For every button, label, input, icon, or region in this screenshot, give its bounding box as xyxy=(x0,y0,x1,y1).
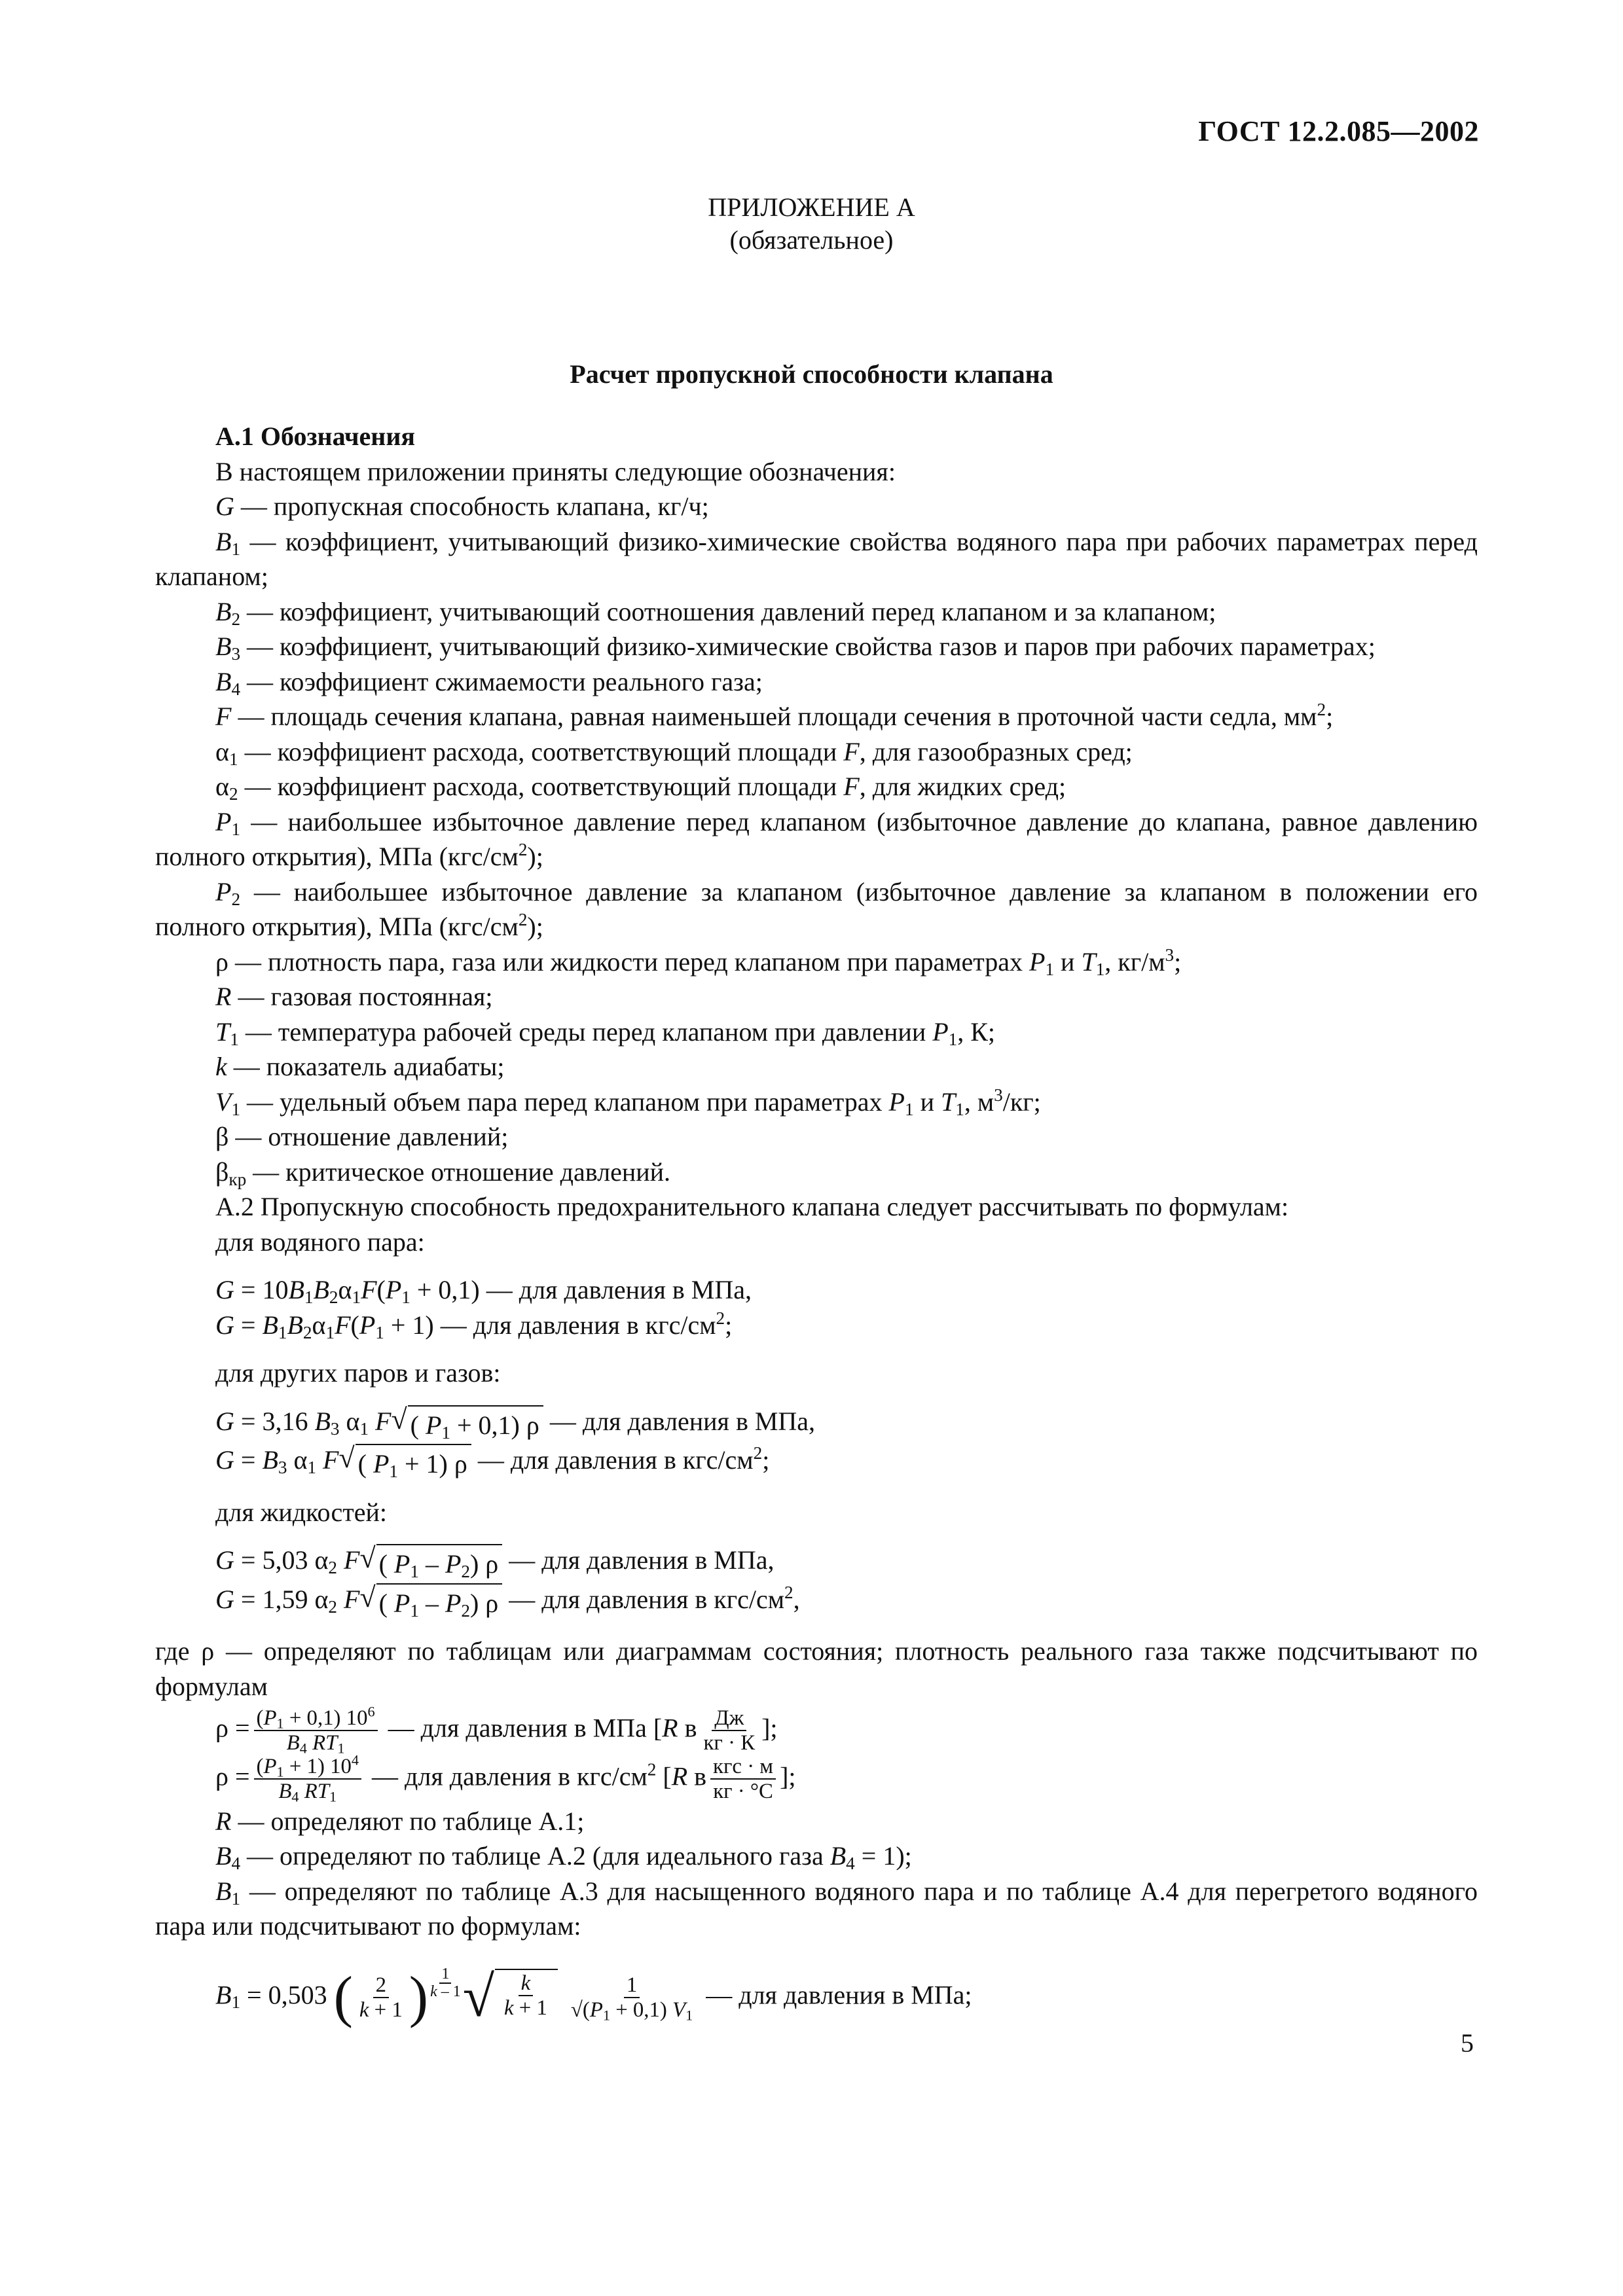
def-P1: $P_1$ — наибольшее избыточное давление перед клапаном (избыточное давление до клапана, равное давлению полного открытия), МПа $(кгс/см^2)$; xyxy=(155,806,1478,871)
def-T1: $T_1$ — температура рабочей среды перед клапаном при давлении $P_1$, К; xyxy=(215,1016,996,1049)
def-P2: $P_2$ — наибольшее избыточное давление за клапаном (избыточное давление за клапаном в положении его полного открытия), МПа $(кгс/см^2)$; xyxy=(155,876,1478,941)
section-a1-intro: В настоящем приложении приняты следующие обозначения: xyxy=(215,456,896,486)
density-note: где ρ — определяют по таблицам или диаграммам состояния; плотность реального газа также подсчитывают по формулам xyxy=(155,1636,1478,1701)
page-number: 5 xyxy=(1461,2028,1474,2058)
def-B3: $B_3$ — коэффициент, учитывающий физико-химические свойства газов и паров при рабочих параметрах; xyxy=(215,632,1376,664)
appendix-title: ПРИЛОЖЕНИЕ А xyxy=(708,192,915,222)
def-B2: $B_2$ — коэффициент, учитывающий соотношения давлений перед клапаном и за клапаном; xyxy=(215,596,1216,629)
main-title: Расчет пропускной способности клапана xyxy=(570,359,1053,389)
appendix-status: (обязательное) xyxy=(729,225,894,255)
section-a2-intro: А.2 Пропускную способность предохранительного клапана следует рассчитывать по формулам: xyxy=(215,1192,1289,1221)
section-a1-heading: А.1 Обозначения xyxy=(215,422,416,451)
def-beta: β — отношение давлений; xyxy=(215,1122,509,1151)
def-B1: $B_1$ — коэффициент, учитывающий физико-химические свойства водяного пара при рабочих параметрах перед клапаном; xyxy=(155,526,1478,591)
def-G: G — пропускная способность клапана, кг/ч; xyxy=(215,492,709,521)
R-note: R — определяют по таблице А.1; xyxy=(215,1806,585,1836)
formula-steam-kgs: $G = B_1B_2\alpha_1F(P_1 + 1)$ — для давления в кгс/$см^2$; xyxy=(215,1308,733,1342)
def-R: R — газовая постоянная; xyxy=(215,982,493,1011)
def-V1: $V_1$ — удельный объем пара перед клапаном при параметрах $P_1$ и $T_1$, $м^3/кг$; xyxy=(215,1085,1041,1119)
def-rho: ρ — плотность пара, газа или жидкости перед клапаном при параметрах $P_1$ и $T_1$, $кг/м^3$; xyxy=(215,944,1182,979)
B4-note: $B_4$ — определяют по таблице А.2 (для идеального газа $B_4 = 1$); xyxy=(215,1841,912,1873)
formula-steam-mpa: $G = 10B_1B_2\alpha_1F(P_1 + 0,1)$ — для давления в МПа, xyxy=(215,1275,752,1307)
formula-rho-kgs: ρ = $\frac{(P_1 + 1) 10^4}{B_4 RT_1}$ — для давления в кгс/$см^2$ [R в $\frac{\text{кгс · м}}{кг \cdot ^\circ С}$ ]; xyxy=(215,1752,796,1805)
standard-header: ГОСТ 12.2.085—2002 xyxy=(1198,115,1479,147)
def-B4: $B_4$ — коэффициент сжимаемости реального газа; xyxy=(215,666,763,699)
body-text xyxy=(155,419,1478,2029)
def-F: F — площадь сечения клапана, равная наименьшей площади сечения в проточной части седла, $мм^2$; xyxy=(215,700,1334,731)
formula-gas-mpa: G = 3,16 $B_3$ $\alpha_1$ F √ ( $P_1 + 0,1$) ρ — для давления в МПа, xyxy=(215,1403,816,1443)
formula-liquid-mpa: G = 5,03 $\alpha_2$ F √ ( $P_1 - P_2$) ρ — для давления в МПа, xyxy=(215,1542,775,1581)
def-beta-kr: $\beta_{кр}$ — критическое отношение давлений. xyxy=(215,1157,671,1189)
gases-label: для других паров и газов: xyxy=(215,1358,501,1388)
B1-note: $B_1$ — определяют по таблице А.3 для насыщенного водяного пара и по таблице А.4 для перегретого водяного пара или подсчитывают по формулам: xyxy=(155,1876,1478,1941)
liquids-label: для жидкостей: xyxy=(215,1497,388,1527)
def-alpha2: $\alpha_2$ — коэффициент расхода, соответствующий площади F, для жидких сред; xyxy=(215,772,1067,804)
steam-label: для водяного пара: xyxy=(215,1227,425,1257)
formula-rho-mpa: ρ = $\frac{(P_1 + 0,1) 10^6}{B_4 RT_1}$ — для давления в МПа [R в $\frac{Дж}{кг \cdot К}$ ]; xyxy=(215,1703,778,1757)
def-k: k — показатель адиабаты; xyxy=(215,1052,505,1081)
formula-B1-mpa: $B_1 = 0,503$ ( $\frac{2}{k + 1}$ ) $\frac{1}{k - 1}$ √ $\frac{k}{k + 1}$ $\frac{1}{√(P_1 + 0,1) V_1}$ — для давления в МПа; xyxy=(215,1965,972,2029)
formula-gas-kgs: $G = B_3$ $\alpha_1$ F √ ( $P_1 + 1$) ρ — для давления в кгс/$см^2$; xyxy=(215,1442,770,1481)
def-alpha1: $\alpha_1$ — коэффициент расхода, соответствующий площади F, для газообразных сред; xyxy=(215,736,1133,769)
formula-liquid-kgs: G = 1,59 $\alpha_2$ F √ ( $P_1 - P_2$) ρ — для давления в кгс/$см^2$, xyxy=(215,1581,800,1621)
appendix-heading xyxy=(0,191,1623,257)
